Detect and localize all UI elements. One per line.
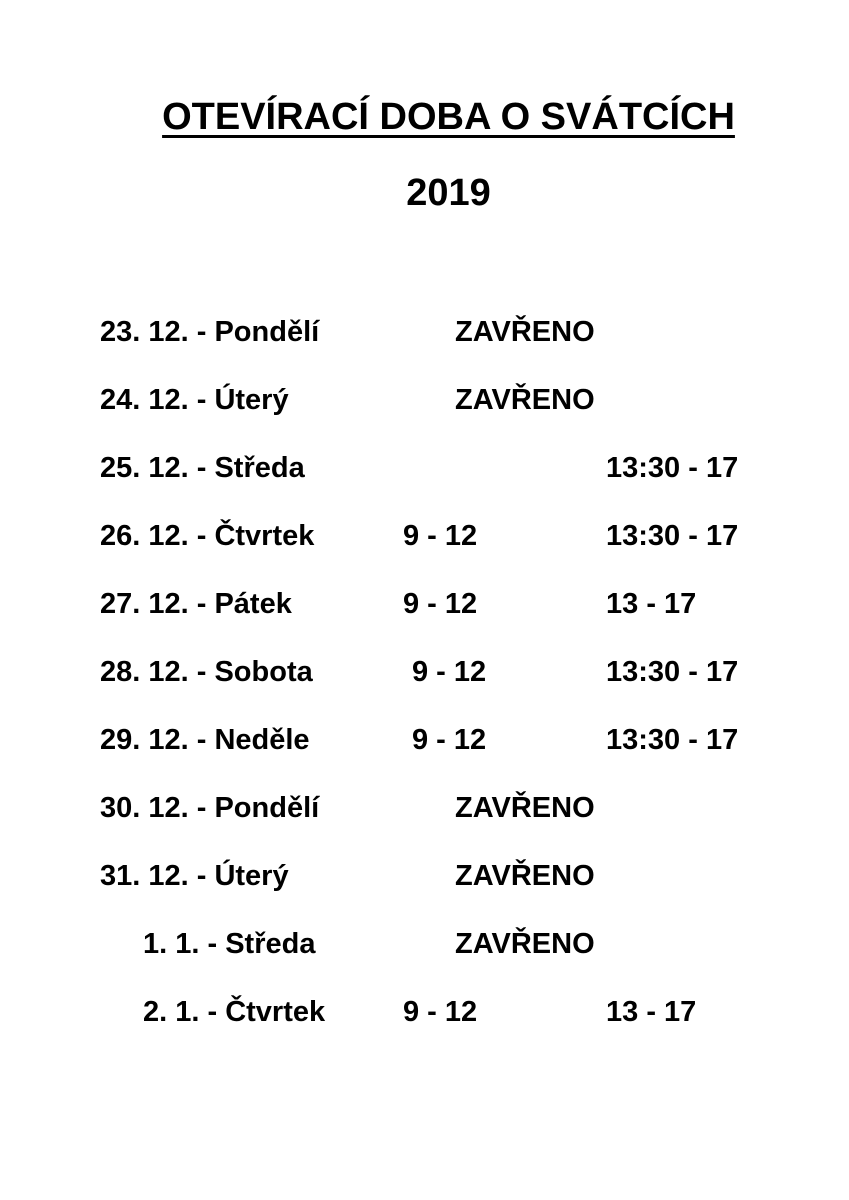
schedule-day: 1. 1. - Středa bbox=[143, 928, 316, 960]
schedule-morning: 9 - 12 bbox=[403, 520, 478, 552]
schedule-closed: ZAVŘENO bbox=[455, 316, 595, 348]
schedule-afternoon: 13:30 - 17 bbox=[606, 724, 739, 756]
schedule-row bbox=[0, 720, 849, 788]
schedule-afternoon: 13:30 - 17 bbox=[606, 656, 739, 688]
schedule-list bbox=[0, 312, 849, 1060]
schedule-closed: ZAVŘENO bbox=[455, 792, 595, 824]
schedule-day: 2. 1. - Čtvrtek bbox=[143, 996, 326, 1028]
schedule-morning: 9 - 12 bbox=[412, 656, 487, 688]
schedule-row bbox=[0, 448, 849, 516]
document-year: 2019 bbox=[406, 172, 491, 214]
schedule-day: 29. 12. - Neděle bbox=[100, 724, 310, 756]
schedule-row bbox=[0, 992, 849, 1060]
schedule-morning: 9 - 12 bbox=[412, 724, 487, 756]
schedule-row bbox=[0, 856, 849, 924]
schedule-day: 23. 12. - Pondělí bbox=[100, 316, 320, 348]
document-title bbox=[0, 92, 849, 142]
document-title-text: OTEVÍRACÍ DOBA O SVÁTCÍCH bbox=[162, 96, 735, 138]
schedule-day: 25. 12. - Středa bbox=[100, 452, 305, 484]
schedule-day: 26. 12. - Čtvrtek bbox=[100, 520, 315, 552]
schedule-day: 31. 12. - Úterý bbox=[100, 860, 289, 892]
schedule-row bbox=[0, 652, 849, 720]
schedule-afternoon: 13:30 - 17 bbox=[606, 452, 739, 484]
schedule-morning: 9 - 12 bbox=[403, 996, 478, 1028]
schedule-row bbox=[0, 312, 849, 380]
schedule-day: 27. 12. - Pátek bbox=[100, 588, 292, 620]
schedule-day: 24. 12. - Úterý bbox=[100, 384, 289, 416]
schedule-closed: ZAVŘENO bbox=[455, 384, 595, 416]
schedule-row bbox=[0, 584, 849, 652]
schedule-day: 28. 12. - Sobota bbox=[100, 656, 313, 688]
schedule-closed: ZAVŘENO bbox=[455, 928, 595, 960]
schedule-afternoon: 13 - 17 bbox=[606, 996, 697, 1028]
schedule-row bbox=[0, 516, 849, 584]
schedule-row bbox=[0, 380, 849, 448]
schedule-morning: 9 - 12 bbox=[403, 588, 478, 620]
schedule-row bbox=[0, 924, 849, 992]
schedule-closed: ZAVŘENO bbox=[455, 860, 595, 892]
schedule-day: 30. 12. - Pondělí bbox=[100, 792, 320, 824]
schedule-afternoon: 13 - 17 bbox=[606, 588, 697, 620]
schedule-afternoon: 13:30 - 17 bbox=[606, 520, 739, 552]
schedule-row bbox=[0, 788, 849, 856]
